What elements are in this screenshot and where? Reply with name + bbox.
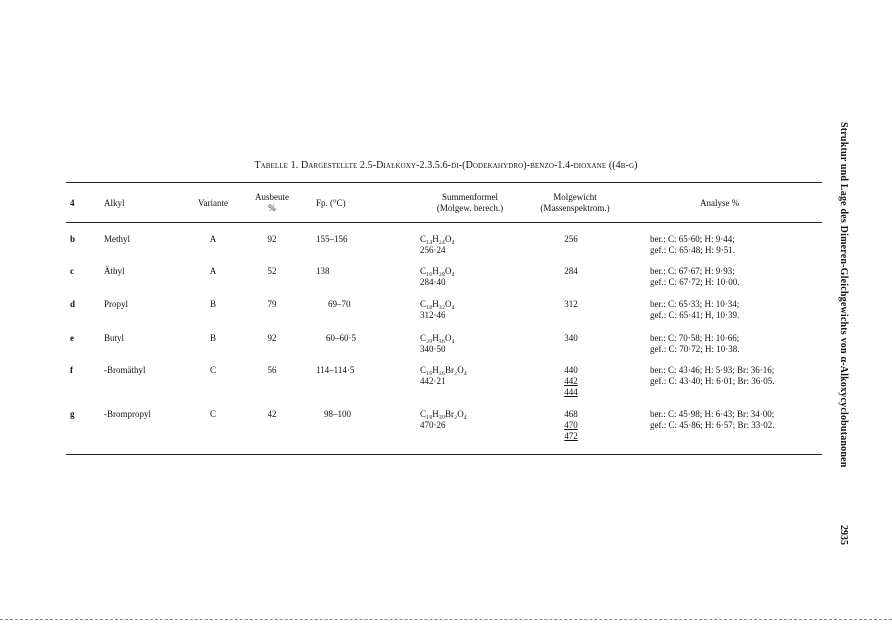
header-fp: Fp. (°C) [316, 198, 346, 208]
row-alkyl: Propyl [104, 299, 129, 309]
row-alkyl: -Brompropyl [104, 409, 151, 419]
row-fp: 155–156 [316, 234, 348, 244]
row-fp: 69–70 [328, 299, 351, 309]
row-fp: 60–60·5 [326, 333, 356, 343]
row-mass: 256 [564, 234, 578, 244]
row-molgew: 340·50 [420, 344, 446, 354]
row-mass: 284 [564, 266, 578, 276]
row-mass [546, 420, 596, 431]
row-analyse-gef: gef.: C: 45·86; H: 6·57; Br: 33·02. [650, 420, 775, 430]
header-mass-line2: (Massenspektrom.) [540, 203, 610, 213]
row-mass-value: 472 [564, 431, 578, 441]
row-molgew: 284·40 [420, 277, 446, 287]
row-ausbeute: 92 [267, 234, 277, 244]
row-fp: 114–114·5 [316, 365, 355, 375]
row-variante: B [209, 299, 216, 309]
header-formula [410, 192, 530, 214]
row-variante: A [209, 234, 217, 244]
row-label: b [70, 234, 76, 244]
row-mass: 340 [564, 333, 578, 343]
header-alkyl: Alkyl [104, 198, 125, 208]
row-analyse-gef: gef.: C: 67·72; H: 10·00. [650, 277, 740, 287]
row-mass-value: 444 [564, 387, 578, 397]
row-analyse-gef: gef.: C: 70·72; H: 10·38. [650, 344, 740, 354]
row-mass: 312 [564, 299, 578, 309]
row-label: g [70, 409, 75, 419]
row-ausbeute: 52 [267, 266, 277, 276]
header-mass [530, 192, 620, 214]
row-formula: C₁₆H₂₈O₄ [420, 266, 455, 276]
row-variante: B [209, 333, 216, 343]
row-formula: C₁₆H₂₆Br₂O₄ [420, 365, 467, 375]
row-analyse-gef: gef.: C: 65·41; H, 10·39. [650, 310, 740, 320]
header-formula-line1: Summenformel [442, 192, 498, 202]
row-analyse-ber: ber.: C: 43·46; H: 5·93; Br: 36·16; [650, 365, 775, 375]
row-ausbeute: 92 [267, 333, 277, 343]
row-mass [546, 431, 596, 442]
row-formula: C₁₄H₂₄O₄ [420, 234, 455, 244]
header-mass-line1: Molgewicht [553, 192, 597, 202]
row-molgew: 470·26 [420, 420, 446, 430]
row-analyse-ber: ber.: C: 70·58; H: 10·66; [650, 333, 740, 343]
header-ausbeute-line2: % [268, 203, 276, 213]
row-ausbeute: 56 [267, 365, 277, 375]
row-alkyl: -Bromäthyl [104, 365, 146, 375]
header-bottom-rule [66, 222, 822, 223]
row-mass-value: 470 [564, 420, 578, 430]
row-mass-value: 442 [564, 376, 578, 386]
row-analyse-gef: gef.: C: 43·40; H: 6·01; Br: 36·05. [650, 376, 775, 386]
row-label: d [70, 299, 76, 309]
row-analyse-ber: ber.: C: 45·98; H: 6·43; Br: 34·00; [650, 409, 775, 419]
header-ausbeute [254, 192, 290, 214]
row-analyse-gef: gef.: C: 65·48; H: 9·51. [650, 245, 735, 255]
row-fp: 98–100 [324, 409, 351, 419]
page-edge-line [0, 619, 892, 620]
row-formula: C₁₈H₃₂O₄ [420, 299, 455, 309]
row-molgew: 442·21 [420, 376, 446, 386]
row-molgew: 312·46 [420, 310, 446, 320]
row-alkyl: Butyl [104, 333, 125, 343]
row-analyse-ber: ber.: C: 67·67; H: 9·93; [650, 266, 735, 276]
table-bottom-rule [66, 454, 822, 455]
header-variante: Variante [198, 198, 228, 208]
caption-title: Dargestellte 2.5-Dialkoxy-2.3.5.6-di-(Dodekahydro)-benzo-1.4-dioxane ((4b-g) [300, 160, 638, 171]
page-number: 2935 [838, 525, 849, 545]
row-label: f [70, 365, 73, 375]
running-head: Struktur und Lage des Dimeren-Gleichgewichts von α-Alkoxycyclobutanonen [838, 122, 849, 468]
row-analyse-ber: ber.: C: 65·33; H: 10·34; [650, 299, 740, 309]
row-formula: C₁₈H₃₀Br₂O₄ [420, 409, 467, 419]
row-analyse-ber: ber.: C: 65·60; H: 9·44; [650, 234, 735, 244]
row-mass: 440 [564, 365, 578, 375]
row-mass [546, 387, 596, 398]
table-top-rule [66, 182, 822, 183]
row-mass [546, 376, 596, 387]
row-variante: C [209, 409, 216, 419]
caption-label: Tabelle 1. [254, 160, 299, 171]
row-label: e [70, 333, 74, 343]
header-ausbeute-line1: Ausbeute [255, 192, 289, 202]
row-ausbeute: 79 [267, 299, 277, 309]
row-variante: C [209, 365, 216, 375]
row-mass: 468 [564, 409, 578, 419]
row-fp: 138 [316, 266, 330, 276]
row-alkyl: Methyl [104, 234, 130, 244]
row-label: c [70, 266, 74, 276]
header-analyse: Analyse % [700, 198, 740, 208]
header-formula-line2: (Molgew. berech.) [436, 203, 504, 213]
header-number: 4 [70, 198, 75, 208]
row-variante: A [209, 266, 217, 276]
table-caption [0, 160, 892, 171]
row-formula: C₂₀H₃₆O₄ [420, 333, 455, 343]
row-molgew: 256·24 [420, 245, 446, 255]
row-alkyl: Äthyl [104, 266, 125, 276]
row-ausbeute: 42 [267, 409, 277, 419]
